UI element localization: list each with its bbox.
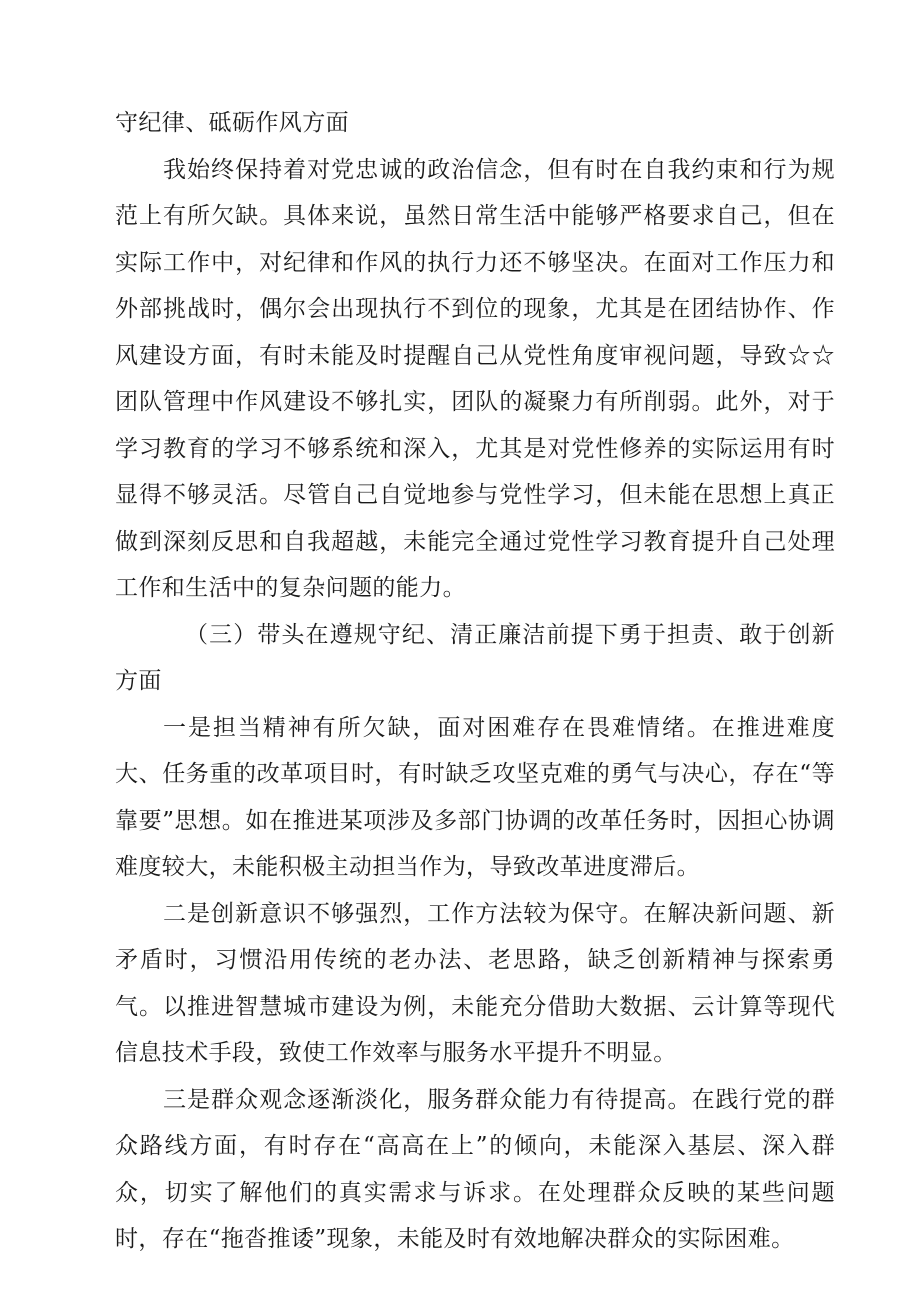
paragraph-discipline-self-review: 我始终保持着对党忠诚的政治信念，但有时在自我约束和行为规范上有所欠缺。具体来说，虽然日常生活中能够严格要求自己，但在实际工作中，对纪律和作风的执行力还不够坚决。在面对工作压力和外部挑战时，偶尔会出现执行不到位的现象，尤其是在团结协作、作风建设方面，有时未能及时提醒自己从党性角度审视问题，导致☆☆团队管理中作风建设不够扎实，团队的凝聚力有所削弱。此外，对于学习教育的学习不够系统和深入，尤其是对党性修养的实际运用有时显得不够灵活。尽管自己自觉地参与党性学习，但未能在思想上真正做到深刻反思和自我超越，未能完全通过党性学习教育提升自己处理工作和生活中的复杂问题的能力。 (115, 156, 835, 601)
section-heading-three: （三）带头在遵规守纪、清正廉洁前提下勇于担责、敢于创新方面 (115, 621, 835, 694)
paragraph-section-heading-tail: 守纪律、砥砺作风方面 (115, 110, 349, 136)
paragraph-point-three: 三是群众观念逐渐淡化，服务群众能力有待提高。在践行党的群众路线方面，有时存在“高高在上”的倾向，未能深入基层、深入群众，切实了解他们的真实需求与诉求。在处理群众反映的某些问题时，存在“拖沓推诿”现象，未能及时有效地解决群众的实际困难。 (115, 1086, 835, 1252)
paragraph-point-two: 二是创新意识不够强烈，工作方法较为保守。在解决新问题、新矛盾时，习惯沿用传统的老办法、老思路，缺乏创新精神与探索勇气。以推进智慧城市建设为例，未能充分借助大数据、云计算等现代信息技术手段，致使工作效率与服务水平提升不明显。 (115, 900, 835, 1066)
paragraph-point-one: 一是担当精神有所欠缺，面对困难存在畏难情绪。在推进难度大、任务重的改革项目时，有时缺乏攻坚克难的勇气与决心，存在“等靠要”思想。如在推进某项涉及多部门协调的改革任务时，因担心协调难度较大，未能积极主动担当作为，导致改革进度滞后。 (115, 714, 835, 880)
body-text (115, 100, 835, 1263)
